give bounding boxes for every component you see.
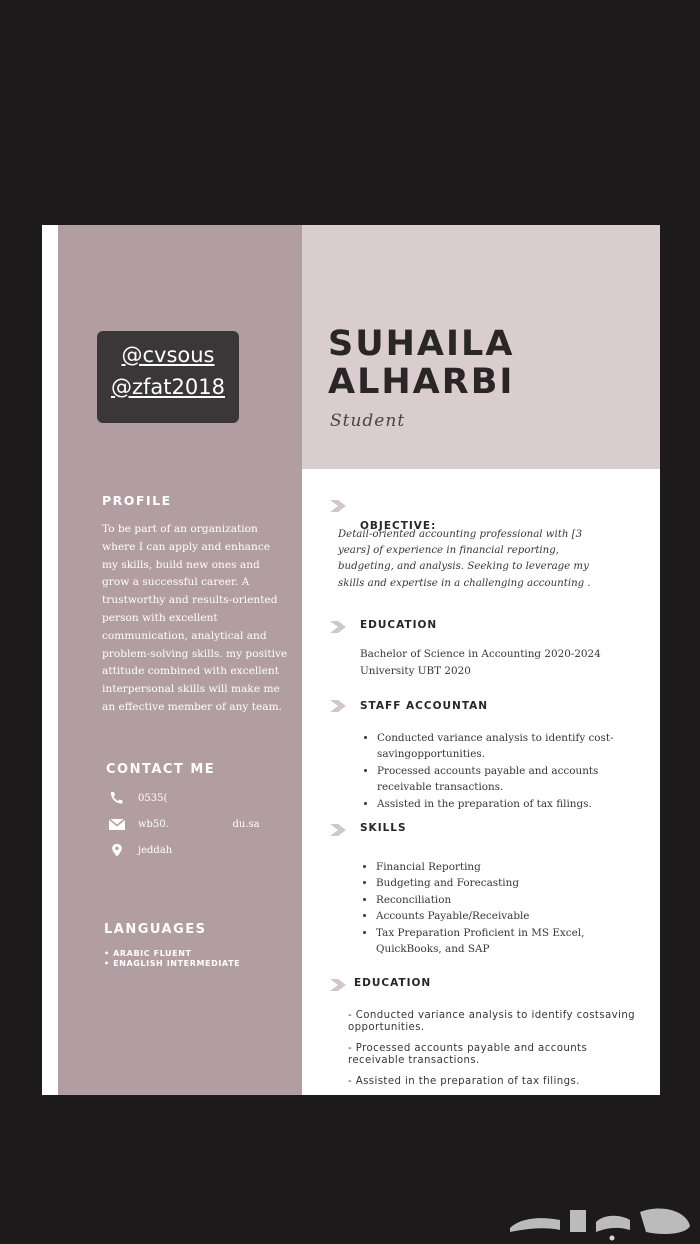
chevron-right-icon	[328, 979, 348, 991]
education-heading: EDUCATION	[360, 619, 438, 631]
education-details	[360, 646, 601, 679]
education-2-heading: EDUCATION	[354, 977, 432, 989]
education-2-item: - Assisted in the preparation of tax filings.	[348, 1076, 580, 1087]
education-line: University UBT 2020	[360, 664, 471, 677]
list-item: • Reconciliation	[376, 892, 632, 908]
contact-phone	[108, 791, 167, 805]
skills-list	[358, 859, 632, 957]
handle-1: @cvsous	[121, 343, 215, 367]
person-name	[328, 325, 514, 401]
person-role: Student	[330, 411, 406, 431]
profile-text: To be part of an organization where I can apply and enhance my skills, build new ones and grow a successful career. A trustworthy and results-oriented person with excellent communication, analytical and problem-solving skills. my positive attitude combined with excellent interpersonal skills will make me an effective member of any team.	[102, 523, 288, 713]
chevron-right-icon	[328, 621, 348, 633]
education-line: Bachelor of Science in Accounting 2020-2024	[360, 648, 601, 660]
profile-heading: PROFILE	[102, 493, 172, 508]
list-item: • Financial Reporting	[376, 859, 632, 875]
education-2-item: - Processed accounts payable and accounts receivable transactions.	[348, 1043, 588, 1066]
contact-phone-text: 0535(	[138, 792, 168, 804]
experience-list	[359, 730, 639, 812]
map-pin-icon	[108, 843, 126, 857]
objective-heading: OBJECTIVE:	[360, 520, 437, 532]
contact-location	[108, 843, 172, 857]
phone-icon	[108, 791, 126, 805]
name-line-1: SUHAILA	[328, 324, 515, 364]
contact-location-text: jeddah	[138, 844, 173, 856]
skills-heading: SKILLS	[360, 822, 407, 834]
chevron-right-icon	[328, 500, 348, 512]
list-item: • Conducted variance analysis to identify cost-savingopportunities.	[377, 730, 639, 763]
list-item: • Processed accounts payable and accounts receivable transactions.	[377, 763, 639, 796]
contact-email	[108, 817, 260, 831]
objective-text: Detail-oriented accounting professional with [3 years] of experience in financial reporting, budgeting, and analysis. Seeking to leverage my skills and expertise in a challenging accounting .	[338, 529, 591, 589]
haraj-watermark-logo	[500, 1196, 696, 1242]
name-line-2: ALHARBI	[328, 362, 515, 402]
language-item: • ENAGLISH INTERMEDIATE	[104, 959, 241, 968]
envelope-icon	[108, 817, 126, 831]
experience-heading: STAFF ACCOUNTAN	[360, 700, 489, 712]
list-item: • Accounts Payable/Receivable	[376, 908, 632, 924]
list-item: • Assisted in the preparation of tax filings.	[377, 796, 639, 812]
education-2-item: - Conducted variance analysis to identify costsaving opportunities.	[348, 1010, 636, 1033]
chevron-right-icon	[328, 824, 348, 836]
contact-email-text: wb50. du.sa	[138, 818, 260, 830]
contact-heading: CONTACT ME	[106, 762, 216, 777]
chevron-right-icon	[328, 700, 348, 712]
list-item: • Budgeting and Forecasting	[376, 875, 632, 891]
list-item: • Tax Preparation Proficient in MS Excel, QuickBooks, and SAP	[376, 925, 632, 958]
handle-2: @zfat2018	[111, 375, 225, 399]
languages-list	[104, 949, 240, 969]
languages-heading: LANGUAGES	[104, 922, 207, 937]
language-item: • ARABIC FLUENT	[104, 949, 192, 958]
handles-sticker	[97, 331, 239, 423]
resume-sheet	[42, 225, 660, 1095]
